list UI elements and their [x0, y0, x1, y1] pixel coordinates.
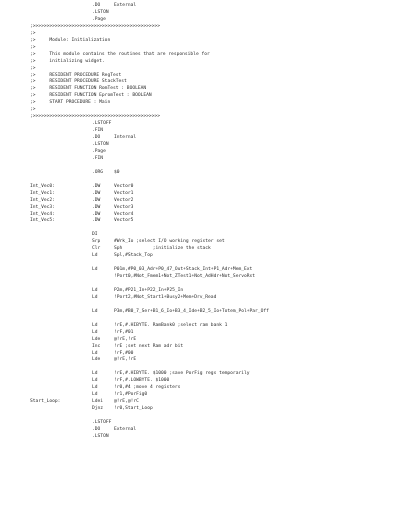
comment-text: ;> This module contains the routines that are responsible for [30, 51, 210, 57]
opcode-text: Ld [92, 378, 98, 384]
operand-text: Spl,#Stack_Top [114, 253, 153, 259]
label-text: Int_Vec3: [30, 204, 55, 210]
label-text: Int_Vec0: [30, 183, 55, 189]
opcode-text: Ld [92, 392, 98, 398]
operand-text: External [114, 3, 137, 8]
operand-text: !rF,#.LOWBYTE. $1000 [114, 378, 170, 384]
opcode-text: Ld [92, 267, 98, 273]
opcode-text: Srp [92, 239, 101, 245]
opcode-text: .DO [92, 426, 101, 432]
opcode-text: .DO [92, 3, 101, 8]
comment-text: ;>>>>>>>>>>>>>>>>>>>>>>>>>>>>>>>>>>>>>>>>>>>>>> [30, 114, 160, 120]
label-text: Int_Vec5: [30, 218, 55, 224]
opcode-text: .LSTON [92, 9, 109, 15]
label-text: Int_Vec2: [30, 197, 55, 203]
operand-text: Sph ;initialize the stack [114, 246, 211, 252]
comment-text: ;> RESIDENT PROCEDURE RegTest [30, 72, 122, 78]
opcode-text: .DO [92, 135, 101, 141]
opcode-text: .DW [92, 211, 101, 217]
comment-text: ;> [30, 30, 36, 36]
opcode-text: Djnz [92, 406, 104, 412]
label-text: Int_Vec1: [30, 190, 55, 196]
opcode-text: Ld [92, 308, 98, 314]
label-text: Start_Loop: [30, 399, 61, 405]
operand-text: #Wrk_Io ;select I/O working register set [114, 239, 225, 245]
comment-text: ;> initializing widget. [30, 58, 105, 64]
operand-text: $0 [114, 169, 120, 175]
operand-text: @!rE,!rE [114, 357, 137, 363]
operand-text: !rE,#.HIBYTE. RamBank0 ;select ram bank 1 [114, 322, 228, 328]
opcode-text: Lde [92, 336, 101, 342]
operand-text: @!rE,@!rC [114, 399, 139, 405]
operand-text: Vector4 [114, 211, 134, 217]
operand-text: !Port0,#Not_Fmem1+Not_ZTest1+Not_AdHdr+Not_ServoRst [114, 274, 256, 280]
comment-text: ;> [30, 44, 36, 50]
operand-text: !r1,#PorFig0 [114, 392, 148, 398]
opcode-text: Lde [92, 357, 101, 363]
opcode-text: Clr [92, 246, 101, 252]
operand-text: P01m,#P0_03_Adr+P0_47_Out+Stack_Int+P1_Adr+Mem_Ext [114, 267, 253, 273]
comment-text: ;> RESIDENT FUNCTION RomTest : BOOLEAN [30, 86, 147, 92]
opcode-text: DI [92, 232, 98, 238]
comment-text: ;> [30, 107, 36, 113]
operand-text: Vector0 [114, 183, 134, 189]
opcode-text: .FIN [92, 128, 104, 134]
opcode-text: .LSTOFF [92, 420, 112, 425]
comment-text: ;> Module: Initialization [30, 37, 111, 43]
opcode-text: Inc [92, 343, 101, 349]
operand-text: !rF,#00 [114, 350, 134, 356]
opcode-text: Ld [92, 329, 98, 335]
opcode-text: .DW [92, 218, 101, 224]
opcode-text: .DW [92, 183, 101, 189]
opcode-text: Ld [92, 287, 98, 293]
comment-text: ;>>>>>>>>>>>>>>>>>>>>>>>>>>>>>>>>>>>>>>>>>>>>>> [30, 23, 160, 29]
opcode-text: .DW [92, 204, 101, 210]
operand-text: !rF,#01 [114, 329, 134, 335]
operand-text: !r0,#4 ;move 4 registers [114, 385, 181, 391]
operand-text: Internal [114, 135, 137, 141]
opcode-text: .Page [92, 16, 106, 22]
operand-text: !rE ;set next Ram adr bit [114, 343, 184, 349]
operand-text: Vector1 [114, 190, 134, 196]
operand-text: !Port2,#Not_Start1+Busy2+Mem+Drv_Read [114, 294, 217, 300]
operand-text: !rE,#.HIBYTE. $1000 ;save PorFig regs temporarily [114, 371, 250, 377]
operand-text: P2m,#P21_In+P22_In+P25_In [114, 287, 184, 293]
opcode-text: .Page [92, 148, 106, 154]
operand-text: Vector5 [114, 218, 134, 224]
operand-text: Vector3 [114, 204, 134, 210]
opcode-text: .DW [92, 197, 101, 203]
opcode-text: .LSTON [92, 142, 109, 147]
opcode-text: Ld [92, 322, 98, 328]
opcode-text: Ld [92, 253, 98, 259]
comment-text: ;> RESIDENT FUNCTION EpromTest : BOOLEAN [30, 93, 152, 99]
comment-text: ;> [30, 65, 36, 71]
opcode-text: Ld [92, 294, 98, 300]
opcode-text: .LSTON [92, 433, 109, 439]
opcode-text: .FIN [92, 155, 104, 161]
opcode-text: .ORG [92, 169, 104, 175]
label-text: Int_Vec4: [30, 211, 55, 217]
operand-text: External [114, 426, 137, 432]
opcode-text: .DW [92, 190, 101, 196]
operand-text: @!rE,!rE [114, 336, 137, 342]
operand-text: P3m,#B0_7_Ser+B1_6_Io+B3_4_Ide+B2_5_Io+Totem_Pol+Par_Off [114, 308, 269, 314]
operand-text: Vector2 [114, 197, 134, 203]
opcode-text: Ld [92, 371, 98, 377]
opcode-text: Ldei [92, 399, 104, 405]
opcode-text: Ld [92, 350, 98, 356]
opcode-text: Ld [92, 385, 98, 391]
operand-text: !r0,Start_Loop [114, 406, 153, 412]
comment-text: ;> START PROCEDURE : Main [30, 100, 111, 106]
opcode-text: .LSTOFF [92, 121, 112, 127]
comment-text: ;> RESIDENT PROCEDURE StackTest [30, 79, 127, 85]
